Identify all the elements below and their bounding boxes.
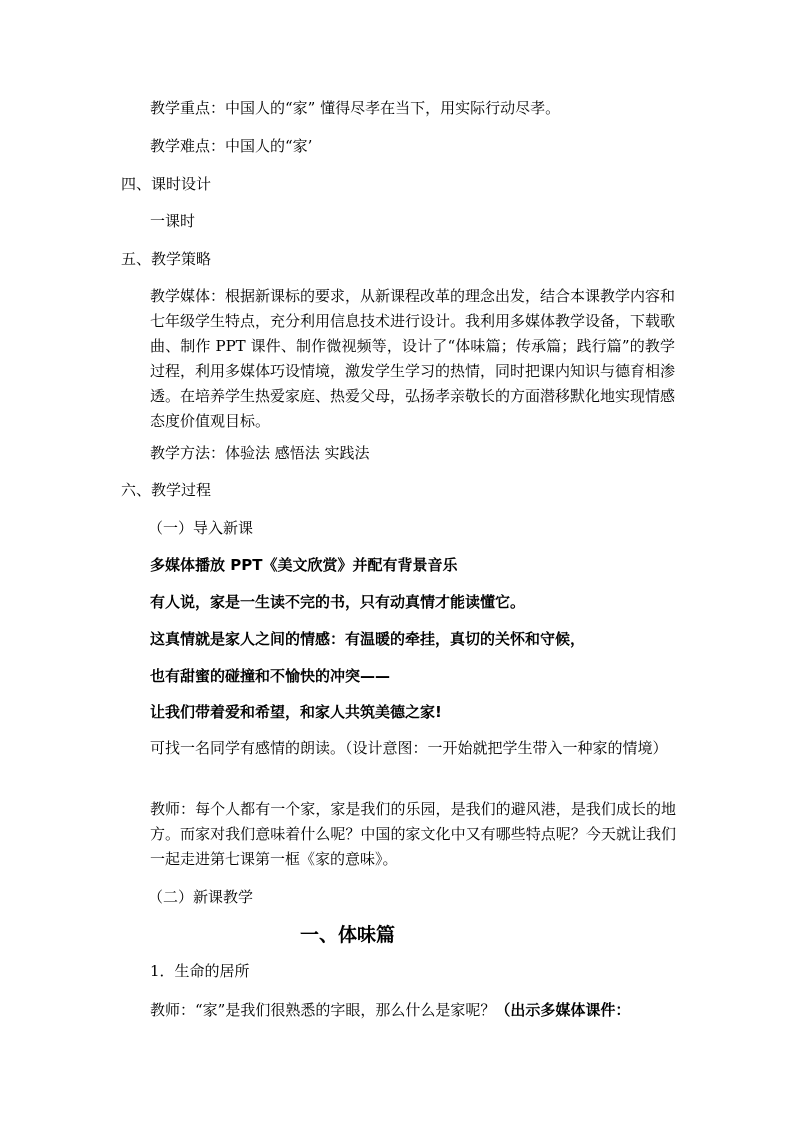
item-1-title: 1．生命的居所 <box>150 962 250 980</box>
intro-line-2: 有人说，家是一生读不完的书，只有动真情才能读懂它。 <box>150 593 526 611</box>
part-1-heading: 一、体味篇 <box>300 924 396 946</box>
difficult-point: 教学难点：中国人的“家’ <box>150 137 313 155</box>
section-4-body: 一课时 <box>150 212 196 230</box>
section-6-title: 六、教学过程 <box>121 481 212 499</box>
intro-line-4: 也有甜蜜的碰撞和不愉快的冲突—— <box>150 667 391 685</box>
intro-line-5: 让我们带着爱和希望，和家人共筑美德之家! <box>150 703 442 721</box>
section-5-title: 五、教学策略 <box>121 250 212 268</box>
last-line <box>150 1003 630 1018</box>
reading-paragraph: 可找一名同学有感情的朗读。（设计意图：一开始就把学生带入一种家的情境） <box>150 739 668 757</box>
key-point: 教学重点：中国人的“家” 懂得尽孝在当下，用实际行动尽孝。 <box>150 99 561 117</box>
section-4-title: 四、课时设计 <box>121 175 212 193</box>
teacher-paragraph: 教师：每个人都有一个家，家是我们的乐园，是我们的避风港，是我们成长的地方。而家对我们意味着什么呢？中国的家文化中又有哪些特点呢？今天就让我们一起走进第七课第一框《家的意味》。 <box>150 800 676 868</box>
teaching-methods: 教学方法：体验法 感悟法 实践法 <box>150 444 370 462</box>
last-line-bold: （出示多媒体课件： <box>495 1001 631 1019</box>
intro-line-3: 这真情就是家人之间的情感：有温暖的牵挂，真切的关怀和守候， <box>150 630 586 648</box>
subsection-1-title: （一）导入新课 <box>148 519 254 537</box>
media-paragraph: 教学媒体：根据新课标的要求，从新课程改革的理念出发，结合本课教学内容和七年级学生特点，充分利用信息技术进行设计。我利用多媒体教学设备，下载歌曲、制作 PPT 课件、制作微视频等，设计了“体味篇；传承篇；践行篇”的教学过程，利用多媒体巧设情境，激发学生学习的热情，同时把课内知识与德育相渗透。在培养学生热爱家庭、热爱父母，弘扬孝亲敬长的方面潜移默化地实现情感态度价值观目标。 <box>150 287 676 430</box>
last-line-regular: 教师：“家”是我们很熟悉的字眼，那么什么是家呢？ <box>150 1001 496 1019</box>
intro-line-1: 多媒体播放 PPT《美文欣赏》并配有背景音乐 <box>150 556 458 574</box>
subsection-2-title: （二）新课教学 <box>148 888 254 906</box>
